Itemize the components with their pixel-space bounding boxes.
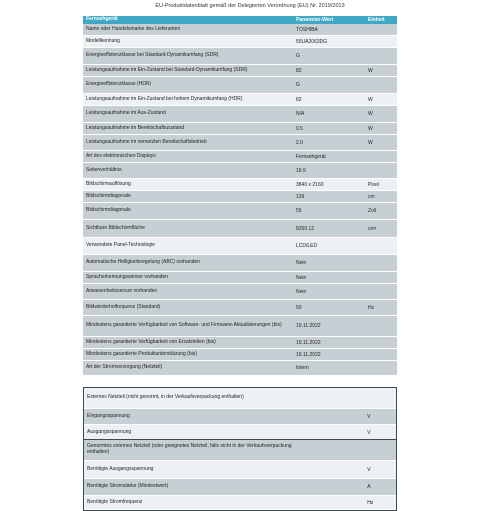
table-row <box>83 65 397 77</box>
table-row <box>83 48 397 65</box>
table-row <box>83 36 397 48</box>
row-unit: Zoll <box>368 208 377 214</box>
row-unit: cm <box>368 193 375 200</box>
row-label: Genormtes externes Netzteil (oder geeignetes Netzteil, falls nicht in der Verkaufsverpackung enthalten) <box>87 443 292 455</box>
row-label: Art des elektronischen Displays <box>86 152 156 159</box>
table-row <box>83 77 397 94</box>
row-unit: V <box>367 429 371 436</box>
row-label: Eingangsspannung <box>87 412 130 419</box>
row-unit: V <box>367 413 371 420</box>
row-value: 0.5 <box>296 125 303 132</box>
row-unit: cm² <box>368 225 377 232</box>
row-value: Nein <box>296 260 307 266</box>
table-row <box>83 316 397 337</box>
table-row <box>83 123 397 135</box>
standard-psu-group <box>83 439 397 511</box>
row-unit: Hz <box>367 499 374 506</box>
row-label: Mindestens garantierte Verfügbarkeit von Ersatzteilen (bis) <box>86 338 216 345</box>
row-label: Ausgangsspannung <box>87 428 132 435</box>
row-value: 55UA2063DG <box>296 38 328 45</box>
row-value: 82 <box>296 96 302 103</box>
row-label: Energieeffizienzklasse (HDR) <box>86 81 152 88</box>
row-label: Leistungsaufnahme im Ein-Zustand bei hohem Dynamikumfang (HDR) <box>86 95 243 102</box>
row-unit: W <box>368 139 373 146</box>
table-row <box>84 479 396 496</box>
table-row <box>83 135 397 151</box>
table-row <box>83 272 397 284</box>
table-row <box>83 255 397 272</box>
header-unit: Einheit <box>368 17 385 23</box>
row-label: Bildschirmauflösung <box>86 180 131 187</box>
row-label: Name oder Handelsmarke des Lieferanten <box>86 25 181 32</box>
row-label: Art der Stromversorgung (Netzteil) <box>86 364 163 371</box>
table-row <box>83 94 397 106</box>
table-row <box>83 337 397 349</box>
row-unit: W <box>368 96 373 103</box>
row-unit: W <box>368 111 373 117</box>
row-label: Benötigte Stromfrequenz <box>87 498 143 505</box>
row-unit: A <box>367 484 371 490</box>
row-label: Benötigte Stromstärke (Mindestwert) <box>87 483 169 490</box>
header-value: Parameter-Wert <box>296 17 334 23</box>
row-label: Sichtbare Bildschirmfläche <box>86 224 145 231</box>
row-value: LCD/LED <box>296 243 318 249</box>
table-row <box>83 220 397 238</box>
row-label: Seitenverhältnis <box>86 166 122 173</box>
row-label: Externes Netzteil (nicht genormt, in der Verkaufsverpackung enthalten) <box>87 394 244 401</box>
table-row <box>83 191 397 203</box>
external-psu-group <box>83 387 397 442</box>
row-value: Fernsehgerät <box>296 153 326 160</box>
row-value: 2.0 <box>296 139 303 146</box>
row-label: Energieeffizienzklasse bei Standard-Dynamikumfang (SDR) <box>86 52 219 59</box>
table-row <box>83 300 397 316</box>
row-label: Modellkennung <box>86 37 120 44</box>
row-unit: Hz <box>368 304 375 311</box>
row-value: G <box>296 53 300 59</box>
row-unit: Pixel <box>368 181 379 188</box>
row-value: Nein <box>296 288 307 295</box>
row-unit: V <box>367 466 371 473</box>
row-unit: W <box>368 125 373 132</box>
row-value: 3840 x 2160 <box>296 181 324 188</box>
row-label: Bildschirmdiagonale <box>86 192 131 199</box>
row-value: TOSHIBA <box>296 26 318 33</box>
table-row <box>84 388 396 409</box>
row-label: Bildschirmdiagonale <box>86 207 131 214</box>
document-title: EU-Produktdatenblatt gemäß der Delegierten Verordnung (EU) Nr. 2019/2013 <box>155 3 345 9</box>
row-label: Mindestens garantierte Produktunterstützung (bis) <box>86 350 197 357</box>
row-unit: W <box>368 67 373 74</box>
row-label: Spracherkennungssensor vorhanden <box>86 273 168 280</box>
table-row <box>83 163 397 179</box>
table-body <box>83 24 397 376</box>
row-value: Intern <box>296 365 309 371</box>
row-label: Verwendete Panel-Technologie <box>86 242 155 249</box>
row-label: Benötigte Ausgangsspannung <box>87 465 154 472</box>
table-row <box>83 349 397 361</box>
row-label: Automatische Helligkeitsregelung (ABC) vorhanden <box>86 259 200 266</box>
row-value: 19.11.2022 <box>296 351 321 358</box>
table-header-row <box>83 16 397 24</box>
row-value: G <box>296 82 300 88</box>
row-label: Bildwiederholfrequenz (Standard) <box>86 303 161 310</box>
row-label: Leistungsaufnahme im Ein-Zustand bei Standard-Dynamikumfang (SDR) <box>86 66 248 73</box>
table-row <box>83 284 397 300</box>
row-label: Anwesenheitssensor vorhanden <box>86 287 158 294</box>
row-value: 139 <box>296 193 305 200</box>
product-data-table <box>83 16 397 506</box>
table-row <box>83 24 397 36</box>
table-row <box>84 440 396 461</box>
table-row <box>83 106 397 123</box>
table-row <box>83 179 397 191</box>
table-row <box>83 151 397 163</box>
row-value: N/A <box>296 111 305 117</box>
row-label: Leistungsaufnahme im vernetzten Bereitschaftsbetrieb <box>86 138 207 145</box>
row-value: 55 <box>296 208 302 214</box>
row-label: Leistungsaufnahme im Bereitschaftszustand <box>86 124 185 131</box>
row-value: 19.11.2022 <box>296 339 321 346</box>
row-value: 19.11.2022 <box>296 323 321 329</box>
row-value: 16:9 <box>296 167 306 174</box>
row-value: 82 <box>296 67 302 74</box>
header-product: Fernsehgerät <box>86 16 118 23</box>
row-value: 50 <box>296 304 302 311</box>
table-row <box>84 461 396 479</box>
row-value: 8250.12 <box>296 225 315 232</box>
table-row <box>83 361 397 376</box>
table-row <box>84 496 396 510</box>
row-label: Leistungsaufnahme im Aus-Zustand <box>86 110 166 117</box>
table-row <box>83 203 397 220</box>
table-row <box>84 409 396 425</box>
row-value: Nein <box>296 274 307 281</box>
table-row <box>83 238 397 255</box>
row-label: Mindestens garantierte Verfügbarkeit von Software- und Firmware-Aktualisierungen (bis) <box>86 322 282 329</box>
